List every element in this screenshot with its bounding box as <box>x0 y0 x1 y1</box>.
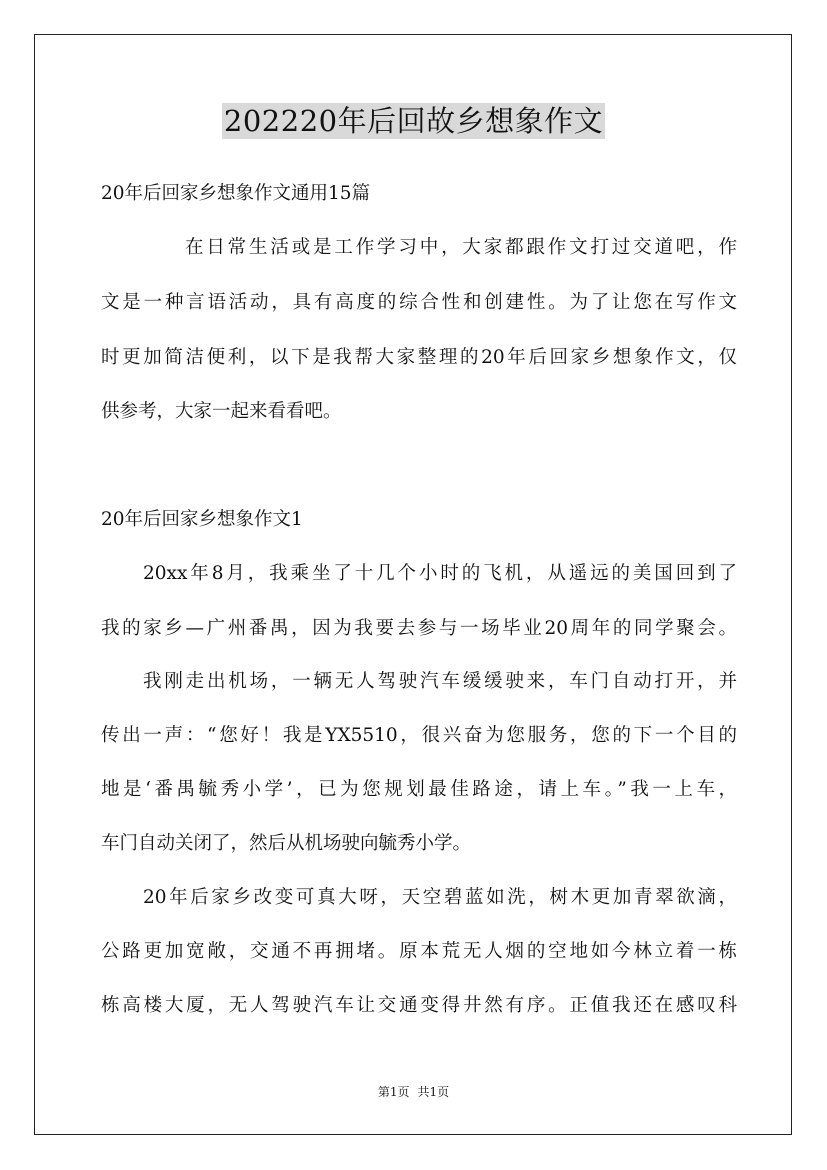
para2-line-2: 传出一声：“您好！我是YX5510，很兴奋为您服务，您的下一个目的 <box>101 725 737 746</box>
para1-line-2: 我的家乡—广州番禺，因为我要去参与一场毕业20周年的同学聚会。 <box>101 618 737 639</box>
document-title: 202220年后回故乡想象作文 <box>223 104 604 138</box>
para1-line-1: 20xx年8月，我乘坐了十几个小时的飞机，从遥远的美国回到了 <box>143 563 737 584</box>
page-total: 共1页 <box>417 1085 450 1099</box>
title-container <box>0 103 827 139</box>
para2-line-1: 我刚走出机场，一辆无人驾驶汽车缓缓驶来，车门自动打开，并 <box>143 671 737 692</box>
intro-line-4: 供参考，大家一起来看看吧。 <box>101 401 342 422</box>
section-heading: 20年后回家乡想象作文1 <box>101 509 303 530</box>
para3-line-2: 公路更加宽敞，交通不再拥堵。原本荒无人烟的空地如今林立着一栋 <box>101 941 737 962</box>
para3-line-1: 20年后家乡改变可真大呀，天空碧蓝如洗，树木更加青翠欲滴， <box>143 887 737 908</box>
intro-line-1: 在日常生活或是工作学习中，大家都跟作文打过交道吧，作 <box>185 237 737 258</box>
intro-line-2: 文是一种言语活动，具有高度的综合性和创建性。为了让您在写作文 <box>101 292 737 313</box>
page-number: 第1页 <box>377 1085 410 1099</box>
page-footer <box>0 1084 827 1100</box>
document-subtitle: 20年后回家乡想象作文通用15篇 <box>101 183 371 204</box>
para3-line-3: 栋高楼大厦，无人驾驶汽车让交通变得井然有序。正值我还在感叹科 <box>101 995 737 1016</box>
intro-line-3: 时更加简洁便利，以下是我帮大家整理的20年后回家乡想象作文，仅 <box>101 347 737 368</box>
para2-line-4: 车门自动关闭了，然后从机场驶向毓秀小学。 <box>101 833 472 854</box>
para2-line-3: 地是‘番禺毓秀小学’，已为您规划最佳路途，请上车。”我一上车， <box>101 779 737 800</box>
